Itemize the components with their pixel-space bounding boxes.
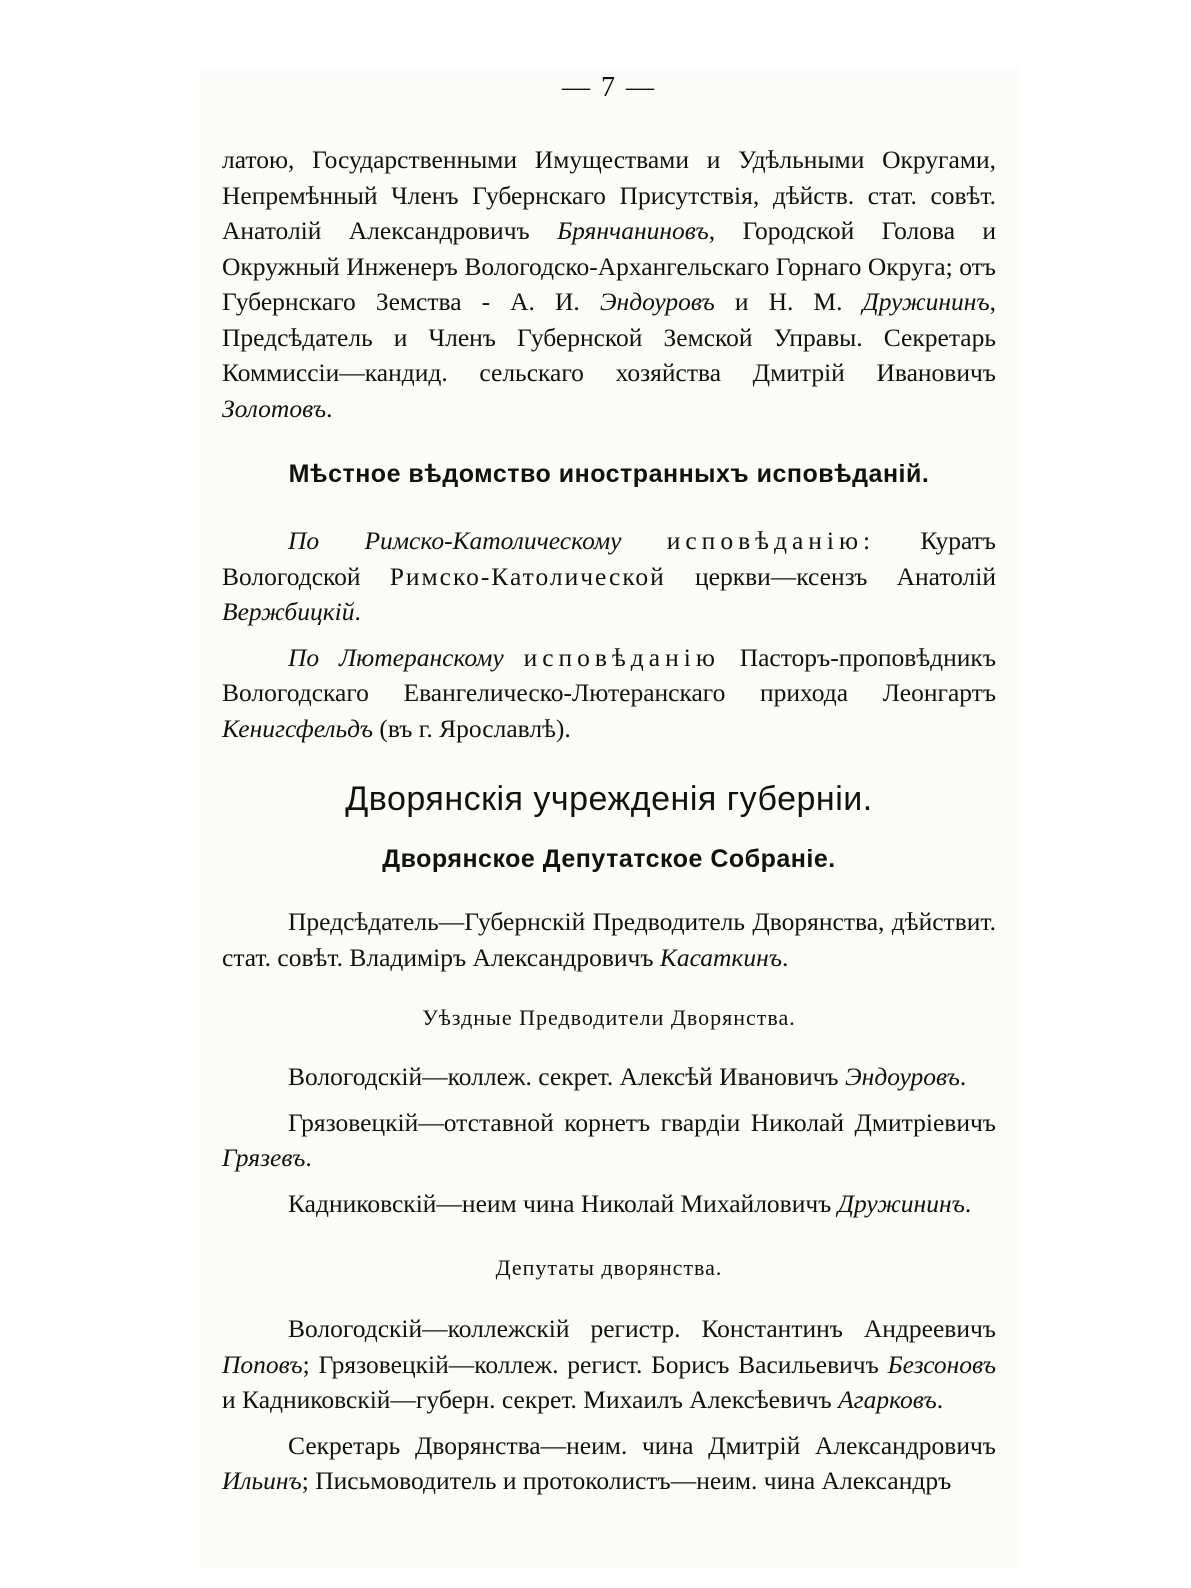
deputies-heading: Депутаты дворянства. [495,1255,723,1280]
text-run: . [959,1062,967,1091]
text-run: . [326,393,333,423]
text-run: . [305,1143,312,1172]
section-subtitle-deputy-assembly: Дворянское Депутатское Собраніе. [382,845,836,873]
lutheran-paragraph [222,640,996,747]
surname: Поповъ [222,1349,303,1379]
text-run: Пасторъ-проповѣдникъ Вологодскаго Евангелическо-Лютеранскаго прихода Леонгартъ [222,642,997,707]
section-heading-foreign-confessions: Мѣстное вѣдомство иностранныхъ исповѣданій. [288,460,930,488]
text-run: и Н. М. [714,287,863,316]
text-run: , Городской Голова и Окружный Инженеръ Вологодско-Архангельскаго Горнаго Округа; отъ Губернскаго Земства - А. И. [222,216,996,316]
text-run: ; Письмоводитель и протоколистъ—неим. чина Александръ [301,1466,952,1495]
text-run: церкви—ксензъ Анатолій [665,561,996,591]
text-run: Грязовецкій—отставной корнетъ гвардіи Николай Дмитріевичъ [288,1107,996,1137]
text-run: . [354,597,361,626]
text-run: , Предсѣдатель и Членъ Губернской Земской Управы. Секретарь Коммиссіи—кандид. сельскаго хозяйства Дмитрій Ивановичъ [222,287,996,387]
catholic-paragraph [222,523,996,630]
confession-name: По Римско-Католическому [288,526,622,555]
surname: Дружининъ [837,1188,965,1218]
text-run: ; Грязовецкій—коллеж. регист. Борисъ Васильевичъ [302,1349,888,1379]
surname: Вержбицкій [222,597,355,626]
surname: Ильинъ [222,1466,302,1495]
text-run: Вологодскій—коллежскій регистр. Константинъ Андреевичъ [288,1314,996,1343]
deputies-paragraph [222,1311,996,1418]
surname: Безсоновъ [887,1349,996,1379]
page-number: — 7 — [562,72,656,103]
confession-name: По Лютеранскому [288,642,504,672]
surname: Эндоуровъ [599,287,715,316]
surname: Касаткинъ [659,942,782,972]
text-run: (въ г. Ярославлѣ). [372,713,571,743]
text-run: . [964,1188,972,1218]
surname: Золотовъ [222,393,327,423]
continued-paragraph [222,142,996,426]
spaced-word: исповѣданію: [666,526,876,555]
marshal-entry [222,1105,996,1176]
text-run: Секретарь Дворянства—неим. чина Дмитрій Александровичъ [288,1430,996,1460]
text-run: латою, Государственными Имуществами и Удѣльными Округами, Непремѣнный Членъ Губернскаго Присутствія, дѣйств. стат. совѣт. Анатолій Александровичъ [222,145,996,245]
surname: Грязевъ [222,1143,306,1172]
section-title-nobility: Дворянскія учрежденія губерніи. [345,780,873,818]
marshal-entry [222,1059,996,1095]
chairman-paragraph [222,904,996,975]
secretary-paragraph [222,1428,996,1499]
spaced-word: Римско-Католической [389,561,666,591]
surname: Агарковъ [838,1385,937,1414]
surname: Кенигсфельдъ [222,713,373,743]
text-run: . [781,942,789,972]
marshal-entry [222,1186,996,1222]
text-run: Вологодскій—коллеж. секрет. Алексѣй Ивановичъ [288,1062,845,1091]
text-run: Предсѣдатель—Губернскій Предводитель Дворянства, дѣйствит. стат. совѣт. Владиміръ Александровичъ [222,907,996,972]
spaced-word: исповѣданію [523,642,720,672]
text-run: Куратъ Вологодской [222,526,996,591]
text-run: . [936,1385,944,1414]
text-run: и Кадниковскій—губерн. секрет. Михаилъ Алексѣевичъ [222,1385,839,1414]
surname: Дружининъ [862,287,990,316]
surname: Брянчаниновъ [557,216,709,245]
text-run: Кадниковскій—неим чина Николай Михайловичъ [288,1188,838,1218]
page-content [222,72,996,1499]
marshals-heading: Уѣздные Предводители Дворянства. [422,1005,796,1030]
surname: Эндоуровъ [844,1062,960,1091]
